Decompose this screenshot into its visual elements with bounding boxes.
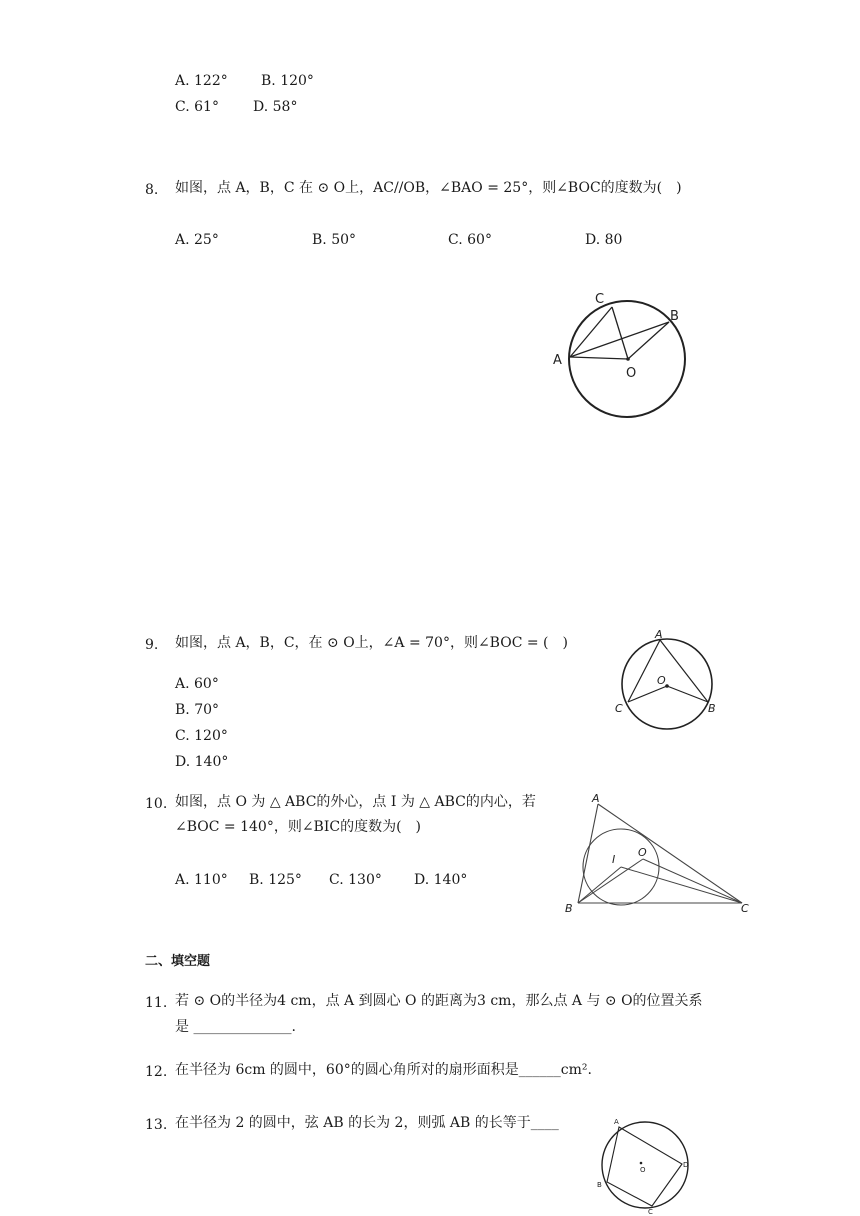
- q9-number: 9.: [145, 637, 159, 653]
- q13-number: 13.: [145, 1117, 168, 1133]
- q10-label-b: B: [565, 902, 573, 915]
- q8-label-b: B: [670, 309, 679, 324]
- q13-label-a: A: [614, 1118, 619, 1126]
- q9-label-b: B: [708, 702, 716, 715]
- q10-label-i: I: [612, 853, 616, 866]
- q9-label-o: O: [657, 674, 666, 687]
- q10-label-c: C: [741, 902, 749, 915]
- q12-line: 在半径为 6cm 的圆中，60°的圆心角所对的扇形面积是______cm².: [175, 1062, 592, 1078]
- q10-stem-line2: ∠BOC = 140°，则∠BIC的度数为( ): [175, 819, 422, 835]
- q9-figure: [610, 628, 725, 723]
- q13-label-b: B: [597, 1181, 602, 1189]
- q13-figure: [592, 1115, 700, 1215]
- q10-number: 10.: [145, 796, 168, 812]
- q7-option-a: A. 122°: [175, 73, 228, 89]
- q11-line1: 若 ⊙ O的半径为4 cm，点 A 到圆心 O 的距离为3 cm，那么点 A 与 ⊙ O的位置关系: [175, 993, 703, 1009]
- q13-line: 在半径为 2 的圆中，弦 AB 的长为 2，则弧 AB 的长等于____: [175, 1115, 559, 1131]
- q11-number: 11.: [145, 995, 168, 1011]
- q8-figure: [545, 285, 705, 425]
- q8-label-c: C: [595, 292, 605, 307]
- q7-option-c: C. 61°: [175, 99, 219, 115]
- q9-label-c: C: [615, 702, 623, 715]
- q10-option-b: B. 125°: [249, 872, 302, 888]
- q8-option-d: D. 80: [585, 232, 623, 248]
- q8-label-o: O: [626, 366, 637, 381]
- q8-option-b: B. 50°: [312, 232, 357, 248]
- q10-option-d: D. 140°: [414, 872, 468, 888]
- q13-label-d: D: [683, 1161, 689, 1169]
- q9-label-a: A: [655, 628, 663, 641]
- q7-option-d: D. 58°: [253, 99, 298, 115]
- q10-option-c: C. 130°: [329, 872, 382, 888]
- q9-option-a: A. 60°: [175, 676, 219, 692]
- q9-option-b: B. 70°: [175, 702, 220, 718]
- q8-number: 8.: [145, 182, 159, 198]
- q8-label-a: A: [553, 353, 562, 368]
- q10-figure: [560, 790, 760, 920]
- q8-option-a: A. 25°: [175, 232, 219, 248]
- section-title-fill-in: 二、填空题: [145, 954, 211, 969]
- q10-stem-line1: 如图，点 O 为 △ ABC的外心，点 I 为 △ ABC的内心，若: [175, 794, 536, 810]
- q12-number: 12.: [145, 1064, 168, 1080]
- q9-option-c: C. 120°: [175, 728, 228, 744]
- q9-stem: 如图，点 A，B，C，在 ⊙ O上，∠A = 70°，则∠BOC = ( ): [175, 635, 568, 651]
- q10-label-a: A: [592, 792, 600, 805]
- q10-option-a: A. 110°: [175, 872, 228, 888]
- q8-option-c: C. 60°: [448, 232, 492, 248]
- q11-line2: 是 ______________.: [175, 1019, 296, 1035]
- q13-label-o: O: [640, 1166, 646, 1174]
- q7-option-b: B. 120°: [261, 73, 314, 89]
- q8-stem: 如图，点 A，B，C 在 ⊙ O上，AC//OB，∠BAO = 25°，则∠BOC的度数为( ): [175, 180, 682, 196]
- q10-label-o: O: [638, 846, 647, 859]
- q9-option-d: D. 140°: [175, 754, 229, 770]
- q13-label-c: C: [648, 1208, 653, 1216]
